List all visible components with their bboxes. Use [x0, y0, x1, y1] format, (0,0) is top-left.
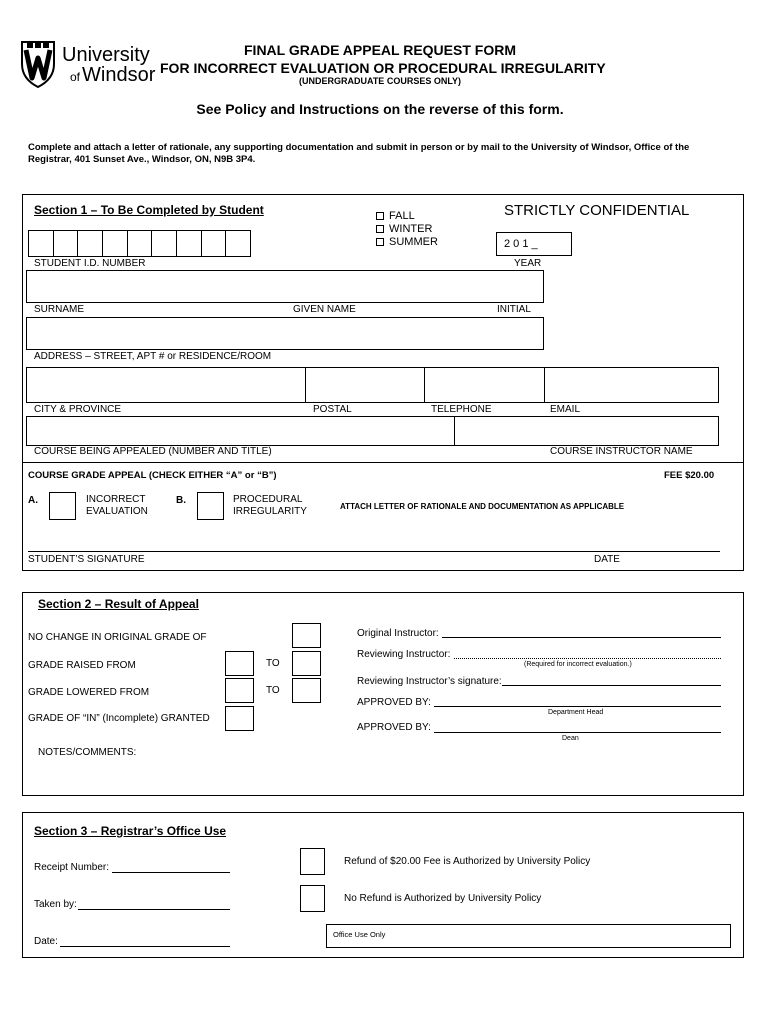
shield-icon	[20, 40, 56, 88]
id-digit-box[interactable]	[54, 231, 79, 256]
approved-by-dept-label: APPROVED BY:	[357, 697, 431, 708]
confidential-label: STRICTLY CONFIDENTIAL	[504, 202, 690, 219]
winter-checkbox[interactable]	[376, 225, 384, 233]
option-a-checkbox[interactable]	[49, 492, 76, 520]
signature-line[interactable]	[28, 551, 720, 552]
telephone-label: TELEPHONE	[431, 404, 492, 415]
id-digit-box[interactable]	[226, 231, 250, 256]
id-digit-box[interactable]	[202, 231, 227, 256]
term-winter[interactable]: WINTER	[376, 223, 432, 235]
id-digit-box[interactable]	[152, 231, 177, 256]
no-change-grade-box[interactable]	[292, 623, 321, 648]
id-digit-box[interactable]	[177, 231, 202, 256]
logo-of: of	[70, 70, 81, 84]
no-refund-checkbox[interactable]	[300, 885, 325, 912]
postal-label: POSTAL	[313, 404, 352, 415]
telephone-field[interactable]	[424, 367, 545, 403]
email-field[interactable]	[544, 367, 719, 403]
lowered-to-label: TO	[266, 685, 280, 696]
policy-note: See Policy and Instructions on the reverse of this form.	[196, 101, 564, 117]
reviewing-instructor-line[interactable]	[454, 658, 721, 659]
raised-label: GRADE RAISED FROM	[28, 660, 136, 671]
instructor-field[interactable]	[454, 416, 719, 446]
form-title: FINAL GRADE APPEAL REQUEST FORM	[244, 42, 516, 58]
id-digit-box[interactable]	[103, 231, 128, 256]
receipt-label: Receipt Number:	[34, 862, 110, 873]
incomplete-box[interactable]	[225, 706, 254, 731]
raised-to-box[interactable]	[292, 651, 321, 676]
original-instructor-line[interactable]	[442, 637, 721, 638]
term-summer[interactable]: SUMMER	[376, 236, 438, 248]
fall-checkbox[interactable]	[376, 212, 384, 220]
dean-label: Dean	[562, 735, 579, 742]
option-a-letter: A.	[28, 495, 38, 506]
id-digit-box[interactable]	[29, 231, 54, 256]
reviewing-signature-line[interactable]	[502, 685, 721, 686]
logo-windsor: Windsor	[82, 64, 156, 86]
lowered-label: GRADE LOWERED FROM	[28, 687, 150, 698]
lowered-to-box[interactable]	[292, 678, 321, 703]
given-name-label: GIVEN NAME	[293, 304, 356, 315]
incomplete-label: GRADE OF “IN” (Incomplete) GRANTED	[28, 713, 210, 724]
dept-head-label: Department Head	[548, 709, 604, 716]
email-label: EMAIL	[550, 404, 581, 415]
form-scope: (UNDERGRADUATE COURSES ONLY)	[298, 76, 461, 86]
raised-from-box[interactable]	[225, 651, 254, 676]
option-b-line1: PROCEDURAL	[233, 494, 303, 505]
fee-label: FEE $20.00	[664, 470, 715, 481]
form-subtitle: FOR INCORRECT EVALUATION OR PROCEDURAL IRREGULARITY	[160, 60, 606, 76]
address-field[interactable]	[26, 317, 544, 350]
summer-checkbox[interactable]	[376, 238, 384, 246]
signature-label: STUDENT’S SIGNATURE	[28, 554, 145, 565]
refund-checkbox[interactable]	[300, 848, 325, 875]
logo-university: University	[62, 44, 150, 66]
option-a-line1: INCORRECT	[86, 494, 146, 505]
office-use-label: Office Use Only	[333, 930, 386, 939]
raised-to-label: TO	[266, 658, 280, 669]
reviewing-signature-label: Reviewing Instructor’s signature:	[357, 676, 502, 687]
no-refund-label: No Refund is Authorized by University Policy	[344, 893, 542, 904]
lowered-from-box[interactable]	[225, 678, 254, 703]
notes-label: NOTES/COMMENTS:	[38, 747, 137, 758]
section3-title: Section 3 – Registrar’s Office Use	[34, 824, 227, 838]
taken-by-label: Taken by:	[34, 899, 77, 910]
option-b-letter: B.	[176, 495, 186, 506]
option-b-checkbox[interactable]	[197, 492, 224, 520]
id-digit-box[interactable]	[78, 231, 103, 256]
course-field[interactable]	[26, 416, 455, 446]
approved-by-dept-line[interactable]	[434, 706, 721, 707]
approved-by-dean-line[interactable]	[434, 732, 721, 733]
term-fall[interactable]: FALL	[376, 210, 415, 222]
initial-label: INITIAL	[497, 304, 531, 315]
option-b-line2: IRREGULARITY	[233, 506, 307, 517]
id-digit-box[interactable]	[128, 231, 153, 256]
student-id-boxes[interactable]	[28, 230, 251, 257]
student-id-label: STUDENT I.D. NUMBER	[34, 258, 146, 269]
city-field[interactable]	[26, 367, 306, 403]
section2-title: Section 2 – Result of Appeal	[38, 597, 199, 611]
date-line-s3[interactable]	[60, 946, 230, 947]
reviewing-instructor-label: Reviewing Instructor:	[357, 649, 451, 660]
refund-label: Refund of $20.00 Fee is Authorized by University Policy	[344, 856, 591, 867]
university-logo	[20, 40, 160, 88]
instructions-line2: Registrar, 401 Sunset Ave., Windsor, ON, N9B 3P4.	[28, 154, 256, 165]
postal-field[interactable]	[305, 367, 425, 403]
required-note: (Required for incorrect evaluation.)	[524, 661, 632, 668]
taken-by-line[interactable]	[78, 909, 230, 910]
course-label: COURSE BEING APPEALED (NUMBER AND TITLE)	[34, 446, 272, 457]
option-a-line2: EVALUATION	[86, 506, 148, 517]
approved-by-dean-label: APPROVED BY:	[357, 722, 431, 733]
section1-divider	[22, 462, 744, 463]
original-instructor-label: Original Instructor:	[357, 628, 439, 639]
attach-note: ATTACH LETTER OF RATIONALE AND DOCUMENTATION AS APPLICABLE	[340, 502, 625, 511]
no-change-label: NO CHANGE IN ORIGINAL GRADE OF	[28, 632, 207, 643]
instructor-label: COURSE INSTRUCTOR NAME	[550, 446, 693, 457]
city-label: CITY & PROVINCE	[34, 404, 122, 415]
section1-title: Section 1 – To Be Completed by Student	[34, 203, 264, 217]
appeal-heading: COURSE GRADE APPEAL (CHECK EITHER “A” or “B”)	[28, 470, 277, 481]
office-use-box	[326, 924, 731, 948]
surname-label: SURNAME	[34, 304, 85, 315]
year-label: YEAR	[514, 258, 542, 269]
year-value: 2 0 1 _	[504, 238, 538, 250]
name-field[interactable]	[26, 270, 544, 303]
date-label: DATE	[594, 554, 620, 565]
address-label: ADDRESS – STREET, APT # or RESIDENCE/ROOM	[34, 351, 272, 362]
receipt-line[interactable]	[112, 872, 230, 873]
instructions-line1: Complete and attach a letter of rationale, any supporting documentation and submit in person or by mail to the University of Windsor, Office of the	[28, 142, 690, 153]
date-label-s3: Date:	[34, 936, 58, 947]
